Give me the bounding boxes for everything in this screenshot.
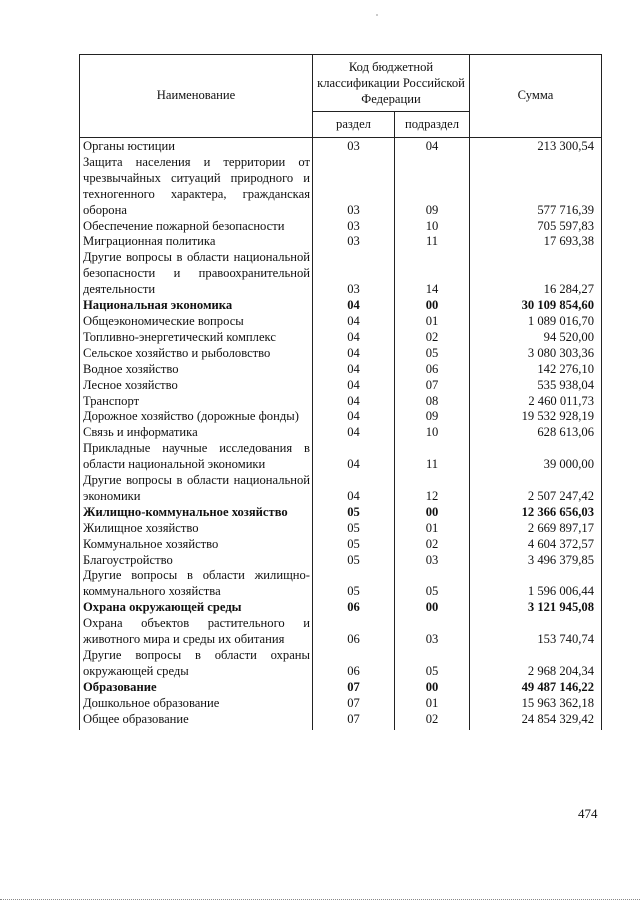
row-razdel: 04	[313, 298, 395, 314]
row-name: Общеэкономические вопросы	[80, 314, 313, 330]
row-podrazdel: 01	[395, 314, 470, 330]
table-row	[80, 138, 602, 155]
row-sum: 16 284,27	[470, 250, 602, 298]
row-sum: 2 968 204,34	[470, 648, 602, 680]
row-name: Другие вопросы в области охраны окружающей среды	[80, 648, 313, 680]
row-name: Национальная экономика	[80, 298, 313, 314]
row-name: Коммунальное хозяйство	[80, 537, 313, 553]
table-row	[80, 600, 602, 616]
row-razdel: 05	[313, 505, 395, 521]
row-podrazdel: 10	[395, 425, 470, 441]
row-podrazdel: 10	[395, 219, 470, 235]
row-razdel: 04	[313, 378, 395, 394]
table-row	[80, 425, 602, 441]
table-row	[80, 505, 602, 521]
row-podrazdel: 05	[395, 648, 470, 680]
row-sum: 153 740,74	[470, 616, 602, 648]
row-razdel: 04	[313, 409, 395, 425]
row-razdel: 03	[313, 250, 395, 298]
row-name: Транспорт	[80, 394, 313, 410]
row-sum: 24 854 329,42	[470, 712, 602, 730]
row-razdel: 05	[313, 521, 395, 537]
row-podrazdel: 06	[395, 362, 470, 378]
table-row	[80, 521, 602, 537]
row-sum: 3 121 945,08	[470, 600, 602, 616]
row-sum: 12 366 656,03	[470, 505, 602, 521]
row-name: Сельское хозяйство и рыболовство	[80, 346, 313, 362]
row-sum: 2 507 247,42	[470, 473, 602, 505]
page-number: 474	[578, 806, 598, 821]
header-podrazdel: подраздел	[395, 112, 470, 138]
table-row	[80, 219, 602, 235]
row-sum: 19 532 928,19	[470, 409, 602, 425]
row-podrazdel: 05	[395, 346, 470, 362]
table-row	[80, 346, 602, 362]
row-name: Топливно-энергетический комплекс	[80, 330, 313, 346]
row-name: Другие вопросы в области жилищно-коммунального хозяйства	[80, 568, 313, 600]
row-name: Дошкольное образование	[80, 696, 313, 712]
row-podrazdel: 09	[395, 409, 470, 425]
row-sum: 1 596 006,44	[470, 568, 602, 600]
row-sum: 49 487 146,22	[470, 680, 602, 696]
row-razdel: 03	[313, 155, 395, 219]
row-razdel: 07	[313, 696, 395, 712]
row-name: Дорожное хозяйство (дорожные фонды)	[80, 409, 313, 425]
row-name: Защита населения и территории от чрезвычайных ситуаций природного и техногенного характера, гражданская оборона	[80, 155, 313, 219]
row-razdel: 04	[313, 441, 395, 473]
row-razdel: 04	[313, 425, 395, 441]
row-razdel: 03	[313, 138, 395, 155]
row-name: Прикладные научные исследования в области национальной экономики	[80, 441, 313, 473]
table-row	[80, 537, 602, 553]
header-razdel: раздел	[313, 112, 395, 138]
row-razdel: 04	[313, 362, 395, 378]
row-sum: 94 520,00	[470, 330, 602, 346]
row-razdel: 03	[313, 219, 395, 235]
row-name: Другие вопросы в области национальной экономики	[80, 473, 313, 505]
row-sum: 3 496 379,85	[470, 553, 602, 569]
header-name: Наименование	[80, 55, 313, 138]
bottom-rule	[0, 899, 640, 900]
table-row	[80, 155, 602, 219]
table-row	[80, 648, 602, 680]
table-row	[80, 378, 602, 394]
row-razdel: 07	[313, 712, 395, 730]
header-code-group: Код бюджетной классификации Российской Федерации	[313, 55, 470, 112]
row-podrazdel: 09	[395, 155, 470, 219]
row-podrazdel: 00	[395, 600, 470, 616]
row-podrazdel: 00	[395, 680, 470, 696]
row-sum: 1 089 016,70	[470, 314, 602, 330]
row-podrazdel: 04	[395, 138, 470, 155]
table-row	[80, 409, 602, 425]
row-name: Образование	[80, 680, 313, 696]
table-row	[80, 553, 602, 569]
row-podrazdel: 00	[395, 505, 470, 521]
row-sum: 39 000,00	[470, 441, 602, 473]
row-podrazdel: 14	[395, 250, 470, 298]
row-name: Общее образование	[80, 712, 313, 730]
row-sum: 535 938,04	[470, 378, 602, 394]
row-razdel: 03	[313, 234, 395, 250]
table-row	[80, 362, 602, 378]
row-sum: 213 300,54	[470, 138, 602, 155]
scan-speck	[376, 14, 378, 16]
table-row	[80, 250, 602, 298]
row-podrazdel: 01	[395, 696, 470, 712]
row-podrazdel: 12	[395, 473, 470, 505]
table-row	[80, 568, 602, 600]
row-podrazdel: 02	[395, 712, 470, 730]
row-name: Жилищное хозяйство	[80, 521, 313, 537]
row-name: Водное хозяйство	[80, 362, 313, 378]
table-header	[80, 55, 602, 138]
row-sum: 30 109 854,60	[470, 298, 602, 314]
row-podrazdel: 01	[395, 521, 470, 537]
table-row	[80, 314, 602, 330]
row-podrazdel: 03	[395, 553, 470, 569]
row-name: Другие вопросы в области национальной безопасности и правоохранительной деятельности	[80, 250, 313, 298]
row-razdel: 05	[313, 568, 395, 600]
table-row	[80, 680, 602, 696]
row-sum: 705 597,83	[470, 219, 602, 235]
row-name: Охрана объектов растительного и животного мира и среды их обитания	[80, 616, 313, 648]
table-row	[80, 330, 602, 346]
row-sum: 4 604 372,57	[470, 537, 602, 553]
row-podrazdel: 02	[395, 537, 470, 553]
row-razdel: 04	[313, 330, 395, 346]
row-sum: 142 276,10	[470, 362, 602, 378]
row-podrazdel: 03	[395, 616, 470, 648]
row-name: Жилищно-коммунальное хозяйство	[80, 505, 313, 521]
budget-table	[79, 54, 602, 730]
row-razdel: 06	[313, 616, 395, 648]
row-podrazdel: 08	[395, 394, 470, 410]
row-razdel: 06	[313, 648, 395, 680]
table-body	[80, 138, 602, 730]
row-name: Благоустройство	[80, 553, 313, 569]
table-row	[80, 616, 602, 648]
table-row	[80, 441, 602, 473]
row-podrazdel: 02	[395, 330, 470, 346]
row-podrazdel: 11	[395, 441, 470, 473]
row-razdel: 07	[313, 680, 395, 696]
row-name: Лесное хозяйство	[80, 378, 313, 394]
row-sum: 3 080 303,36	[470, 346, 602, 362]
row-sum: 2 460 011,73	[470, 394, 602, 410]
row-name: Миграционная политика	[80, 234, 313, 250]
row-name: Обеспечение пожарной безопасности	[80, 219, 313, 235]
header-sum: Сумма	[470, 55, 602, 138]
table-row	[80, 298, 602, 314]
row-sum: 628 613,06	[470, 425, 602, 441]
row-sum: 15 963 362,18	[470, 696, 602, 712]
row-podrazdel: 00	[395, 298, 470, 314]
row-name: Органы юстиции	[80, 138, 313, 155]
row-razdel: 06	[313, 600, 395, 616]
row-podrazdel: 11	[395, 234, 470, 250]
row-name: Охрана окружающей среды	[80, 600, 313, 616]
row-razdel: 04	[313, 314, 395, 330]
row-razdel: 05	[313, 553, 395, 569]
table-row	[80, 394, 602, 410]
table-row	[80, 712, 602, 730]
table-row	[80, 473, 602, 505]
row-name: Связь и информатика	[80, 425, 313, 441]
row-sum: 577 716,39	[470, 155, 602, 219]
row-razdel: 05	[313, 537, 395, 553]
row-sum: 17 693,38	[470, 234, 602, 250]
table-row	[80, 234, 602, 250]
row-sum: 2 669 897,17	[470, 521, 602, 537]
row-razdel: 04	[313, 394, 395, 410]
table-row	[80, 696, 602, 712]
row-razdel: 04	[313, 473, 395, 505]
row-podrazdel: 07	[395, 378, 470, 394]
row-podrazdel: 05	[395, 568, 470, 600]
row-razdel: 04	[313, 346, 395, 362]
